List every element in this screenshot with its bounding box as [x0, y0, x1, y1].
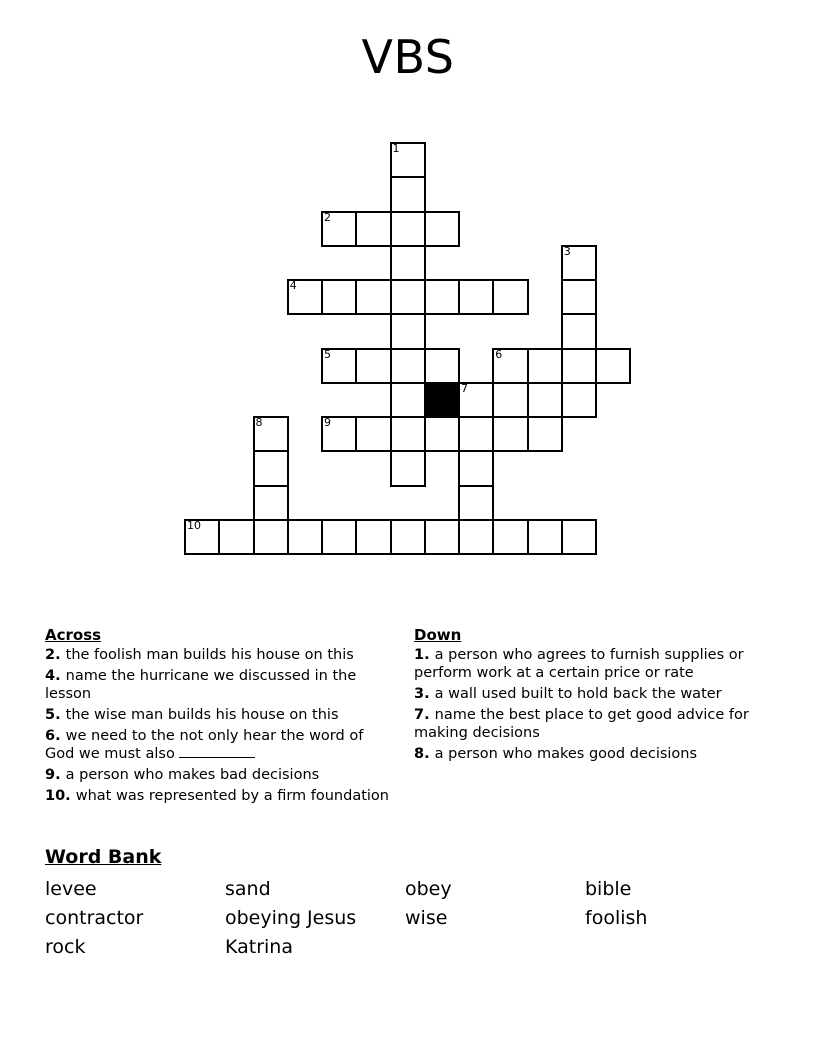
clue-text: name the hurricane we discussed in the lesson [45, 668, 357, 702]
crossword-cell[interactable] [561, 348, 597, 384]
crossword-cell[interactable] [390, 416, 426, 452]
crossword-cell[interactable] [527, 348, 563, 384]
word-bank-word[interactable]: wise [405, 907, 448, 929]
crossword-cell[interactable] [321, 211, 357, 247]
crossword-cell[interactable] [321, 416, 357, 452]
crossword-cell[interactable] [253, 450, 289, 486]
cell-number: 6 [495, 347, 503, 361]
clue-text: we need to the not only hear the word of God we must also [45, 728, 364, 762]
clue-number: 6. [45, 728, 66, 744]
down-clue-list [414, 646, 759, 763]
clue-number: 8. [414, 746, 435, 762]
crossword-cell[interactable] [355, 416, 391, 452]
crossword-cell[interactable] [424, 211, 460, 247]
crossword-cell[interactable] [184, 519, 220, 555]
clue-text: what was represented by a firm foundation [75, 788, 389, 804]
across-clue-column [45, 626, 390, 808]
clue-across-2[interactable] [45, 646, 390, 664]
crossword-cell[interactable] [561, 519, 597, 555]
word-bank-row [45, 875, 775, 904]
crossword-cell[interactable] [561, 279, 597, 315]
word-bank-word[interactable]: levee [45, 878, 97, 900]
cell-number: 9 [324, 416, 331, 429]
word-bank-word[interactable]: sand [225, 878, 271, 900]
word-bank-word[interactable]: Katrina [225, 936, 293, 958]
crossword-cell[interactable] [492, 416, 528, 452]
crossword-cell[interactable] [458, 485, 494, 521]
crossword-cell[interactable] [458, 416, 494, 452]
cell-number: 5 [324, 347, 331, 361]
crossword-cell[interactable] [492, 348, 528, 384]
crossword-cell[interactable] [458, 382, 494, 418]
clue-across-10[interactable] [45, 787, 390, 805]
word-bank-word[interactable]: foolish [585, 907, 648, 929]
crossword-cell[interactable] [390, 176, 426, 212]
down-clue-column [414, 626, 759, 766]
clue-text: a wall used built to hold back the water [434, 686, 722, 702]
word-bank-heading: Word Bank [45, 846, 162, 868]
crossword-grid [184, 142, 604, 562]
clue-text: a person who agrees to furnish supplies or perform work at a certain price or rate [414, 647, 744, 681]
crossword-cell[interactable] [321, 348, 357, 384]
crossword-cell[interactable] [527, 519, 563, 555]
crossword-cell[interactable] [390, 245, 426, 281]
crossword-cell[interactable] [492, 382, 528, 418]
word-bank-grid [45, 875, 775, 962]
word-bank-word[interactable]: obeying Jesus [225, 907, 357, 929]
answer-blank-line [179, 745, 255, 758]
cell-number: 2 [324, 210, 331, 224]
crossword-cell[interactable] [390, 279, 426, 315]
crossword-cell[interactable] [492, 519, 528, 555]
clue-down-8[interactable] [414, 745, 759, 763]
crossword-cell-blocked [424, 382, 460, 418]
clue-text: the wise man builds his house on this [65, 707, 339, 723]
cell-number: 3 [563, 244, 571, 258]
crossword-cell[interactable] [458, 519, 494, 555]
crossword-cell[interactable] [424, 279, 460, 315]
clue-down-7[interactable] [414, 706, 759, 742]
crossword-cell[interactable] [321, 279, 357, 315]
crossword-cell[interactable] [595, 348, 631, 384]
clue-text: a person who makes good decisions [434, 746, 698, 762]
crossword-cell[interactable] [390, 450, 426, 486]
clue-across-6[interactable] [45, 727, 390, 763]
clue-down-1[interactable] [414, 646, 759, 682]
word-bank-row [45, 904, 775, 933]
crossword-cell[interactable] [253, 519, 289, 555]
word-bank-row [45, 933, 775, 962]
clue-text: name the best place to get good advice for making decisions [414, 707, 749, 741]
across-clue-list [45, 646, 390, 805]
clue-number: 7. [414, 707, 435, 723]
cell-number: 10 [187, 518, 201, 532]
crossword-cell[interactable] [527, 416, 563, 452]
clue-number: 4. [45, 668, 66, 684]
crossword-cell[interactable] [355, 279, 391, 315]
down-heading: Down [414, 626, 462, 644]
clue-number: 10. [45, 788, 76, 804]
crossword-cell[interactable] [355, 519, 391, 555]
clue-text: the foolish man builds his house on this [65, 647, 354, 663]
word-bank-word[interactable]: obey [405, 878, 452, 900]
crossword-cell[interactable] [390, 348, 426, 384]
clue-number: 3. [414, 686, 435, 702]
word-bank-word[interactable]: contractor [45, 907, 144, 929]
crossword-cell[interactable] [492, 279, 528, 315]
word-bank-section [45, 845, 775, 962]
clue-number: 2. [45, 647, 66, 663]
crossword-cell[interactable] [390, 382, 426, 418]
word-bank-word[interactable]: bible [585, 878, 632, 900]
clue-number: 9. [45, 767, 66, 783]
crossword-cell[interactable] [424, 519, 460, 555]
crossword-cell[interactable] [287, 279, 323, 315]
crossword-cell[interactable] [390, 519, 426, 555]
cell-number: 7 [461, 381, 468, 395]
crossword-cell[interactable] [390, 313, 426, 349]
crossword-cell[interactable] [321, 519, 357, 555]
clue-number: 1. [414, 647, 435, 663]
clue-across-9[interactable] [45, 766, 390, 784]
crossword-cell[interactable] [561, 313, 597, 349]
page-title: VBS [361, 30, 455, 84]
crossword-cell[interactable] [218, 519, 254, 555]
clue-across-4[interactable] [45, 667, 390, 703]
crossword-cell[interactable] [458, 450, 494, 486]
crossword-cell[interactable] [527, 382, 563, 418]
crossword-cell[interactable] [561, 245, 597, 281]
crossword-cell[interactable] [355, 348, 391, 384]
crossword-cell[interactable] [561, 382, 597, 418]
crossword-cell[interactable] [253, 485, 289, 521]
clue-text: a person who makes bad decisions [65, 767, 320, 783]
across-heading: Across [45, 626, 102, 644]
crossword-cell[interactable] [458, 279, 494, 315]
clues-section [0, 626, 816, 826]
clue-down-3[interactable] [414, 685, 759, 703]
cell-number: 8 [255, 416, 263, 429]
cell-number: 4 [289, 279, 297, 292]
crossword-cell[interactable] [355, 211, 391, 247]
word-bank-word[interactable]: rock [45, 936, 86, 958]
crossword-cell[interactable] [390, 211, 426, 247]
cell-number: 1 [392, 142, 400, 155]
crossword-cell[interactable] [424, 348, 460, 384]
clue-number: 5. [45, 707, 66, 723]
crossword-cell[interactable] [287, 519, 323, 555]
crossword-cell[interactable] [424, 416, 460, 452]
clue-across-5[interactable] [45, 706, 390, 724]
crossword-cell[interactable] [253, 416, 289, 452]
crossword-cell[interactable] [390, 142, 426, 178]
